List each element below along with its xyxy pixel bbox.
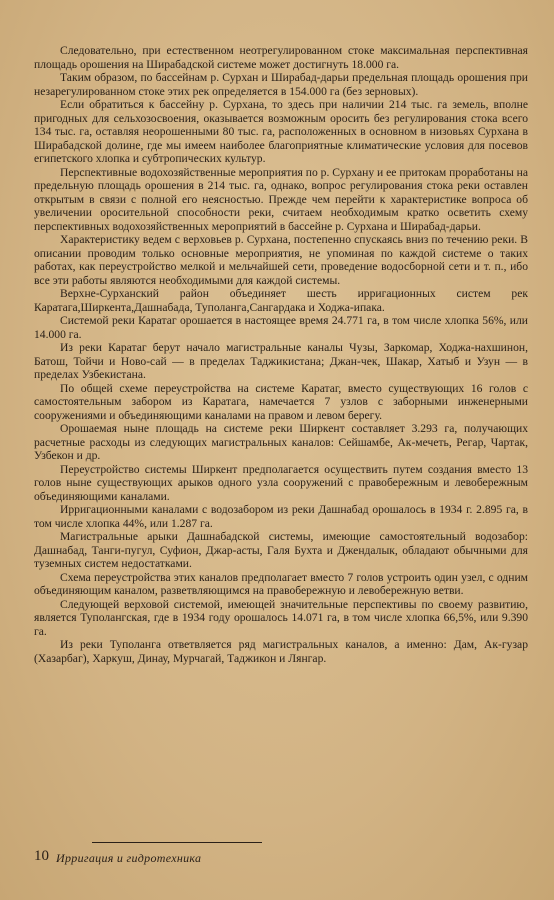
body-text	[34, 44, 528, 665]
paragraph: Переустройство системы Ширкент предполагается осуществить путем создания вместо 13 голов ныне существующих арыков одного узла сооружений с правобережным и левобережным объединяющими каналами.	[34, 462, 528, 503]
paragraph: Ирригационными каналами с водозабором из реки Дашнабад орошалось в 1934 г. 2.895 га, в том числе хлопка 44%, или 1.287 га.	[34, 503, 528, 530]
paragraph: Следующей верховой системой, имеющей значительные перспективы по своему развитию, является Туполангская, где в 1934 году орошалось 14.071 га, в том числе хлопка 66,5%, или 9.390 га.	[34, 597, 528, 638]
footer-rule	[92, 842, 262, 843]
paragraph: Перспективные водохозяйственные мероприятия по р. Сурхану и ее притокам проработаны на предельную площадь орошения в 214 тыс. га, однако, вопрос регулирования стока реки оставлен открытым в связи с полной его неясностью. Прежде чем перейти к характеристике вопроса об увеличении оросительной способности реки, считаем необходимым кратко осветить схему перспективных водохозяйственных мероприятий в бассейне р. Сурхана и Ширабад-дарьи.	[34, 165, 528, 233]
paragraph: Магистральные арыки Дашнабадской системы, имеющие самостоятельный водозабор: Дашнабад, Танги-пугул, Суфион, Джар-асты, Галя Бухта и Джендалык, обладают обычными для туземных систем недостатками.	[34, 530, 528, 570]
paragraph: Системой реки Каратаг орошается в настоящее время 24.771 га, в том числе хлопка 56%, или 14.000 га.	[34, 314, 528, 341]
paragraph: Из реки Каратаг берут начало магистральные каналы Чузы, Заркомар, Ходжа-нахшинон, Батош, Тойчи и Ново-сай — в пределах Таджикистана; Джан-чек, Шакар, Хатыб и Узун — в пределах Узбекистана.	[34, 341, 528, 381]
paragraph: Верхне-Сурханский район объединяет шесть ирригационных систем рек Каратага,Ширкента,Дашнабада, Туполанга,Сангардака и Ходжа-ипака.	[34, 287, 528, 314]
running-title: Ирригация и гидротехника	[56, 851, 202, 865]
paragraph: По общей схеме переустройства на системе Каратаг, вместо существующих 16 голов с самостоятельным забором из Каратага, намечается 7 узлов с заборными инженерными сооружениями и объединяющими каналами на правом и левом берегу.	[34, 381, 528, 422]
paragraph: Если обратиться к бассейну р. Сурхана, то здесь при наличии 214 тыс. га земель, вполне пригодных для сельхозосвоения, оказывается возможным оросить без регулирования стока всего 134 тыс. га, оставляя неорошенными 80 тыс. га, расположенных в основном в низовьях Сурхана в Ширабадской долине, где мы имеем наиболее благоприятные климатические условия для посевов египетского хлопка и субтропических культур.	[34, 98, 528, 165]
paragraph: Орошаемая ныне площадь на системе реки Ширкент составляет 3.293 га, получающих расчетные расходы из следующих магистральных каналов: Сейшамбе, Ак-мечеть, Регар, Чартак, Узбекон и др.	[34, 422, 528, 462]
page-number: 10	[34, 848, 49, 864]
paragraph: Схема переустройства этих каналов предполагает вместо 7 голов устроить один узел, с одним объединяющим каналом, разветвляющимся на правобережную и левобережную ветви.	[34, 570, 528, 597]
paragraph: Из реки Туполанга ответвляется ряд магистральных каналов, а именно: Дам, Ак-гузар (Хазарбаг), Харкуш, Динау, Мурчагай, Таджикон и Лянгар.	[34, 638, 528, 665]
page-footer	[34, 848, 534, 868]
paragraph: Характеристику ведем с верховьев р. Сурхана, постепенно спускаясь вниз по течению реки. В описании проводим только основные мероприятия, не упоминая по каждой системе о таких работах, как переустройство мелкой и мельчайшей сети, проведение водосборной сети и т. п., ибо все эти работы являются необходимыми для каждой системы.	[34, 233, 528, 287]
paragraph: Следовательно, при естественном неотрегулированном стоке максимальная перспективная площадь орошения на Ширабадской системе может достигнуть 18.000 га.	[34, 44, 528, 71]
paragraph: Таким образом, по бассейнам р. Сурхан и Ширабад-дарьи предельная площадь орошения при незарегулированном стоке этих рек определяется в 154.000 га (без зерновых).	[34, 71, 528, 98]
